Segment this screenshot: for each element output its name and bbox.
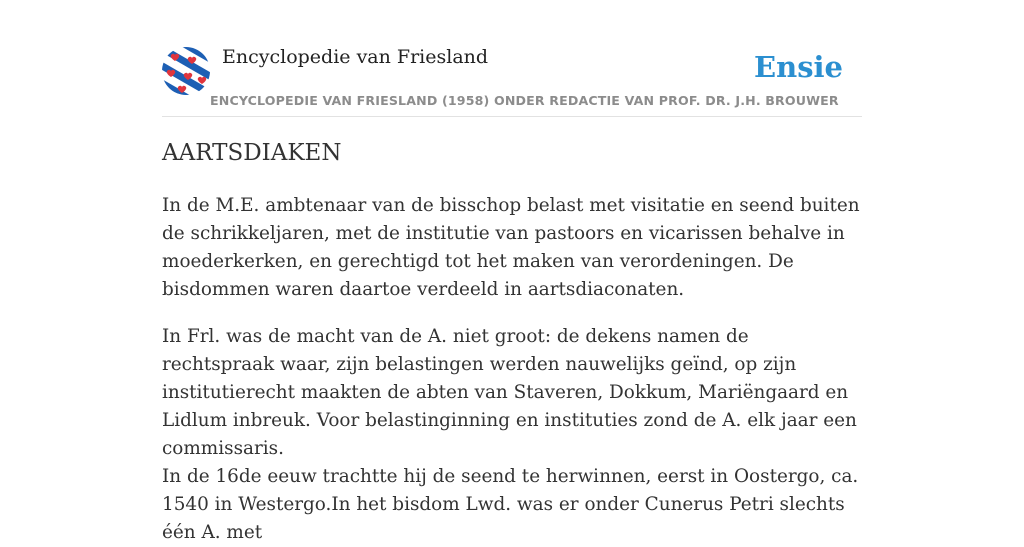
site-subtitle: ENCYCLOPEDIE VAN FRIESLAND (1958) ONDER REDACTIE VAN PROF. DR. J.H. BROUWER xyxy=(210,93,839,108)
article-paragraph-2: In Frl. was de macht van de A. niet groot: de dekens namen de rechtspraak waar, zijn belastingen werden nauwelijks geïnd, op zijn institutierecht maakten de abten van Staveren, Dokkum, Mariëngaard en Lidlum inbreuk. Voor belastinginning en instituties zond de A. elk jaar een commissaris. xyxy=(162,326,857,459)
frisian-flag-icon[interactable] xyxy=(162,47,210,95)
site-header xyxy=(162,0,862,117)
brand-logo-text[interactable]: Ensie xyxy=(754,50,843,84)
page xyxy=(162,0,862,543)
article-paragraph-3: In de 16de eeuw trachtte hij de seend te herwinnen, eerst in Oostergo, ca. 1540 in Westergo.In het bisdom Lwd. was er onder Cunerus Petri slechts één A. met xyxy=(162,466,859,543)
site-title[interactable]: Encyclopedie van Friesland xyxy=(222,46,489,68)
entry-title: AARTSDIAKEN xyxy=(162,140,342,166)
article-paragraph-1: In de M.E. ambtenaar van de bisschop belast met visitatie en seend buiten de schrikkeljaren, met de institutie van pastoors en vicarissen behalve in moederkerken, en gerechtigd tot het maken van verordeningen. De bisdommen waren daartoe verdeeld in aartsdiaconaten. xyxy=(162,195,860,300)
